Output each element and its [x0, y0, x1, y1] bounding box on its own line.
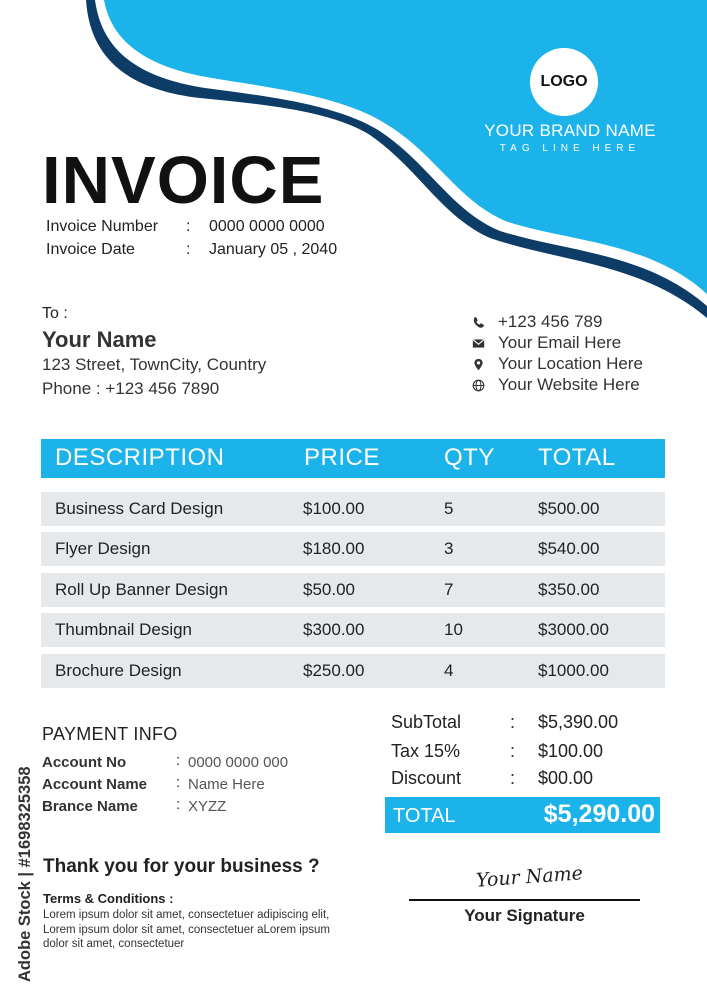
- row-price: $180.00: [303, 539, 365, 558]
- contact-location: [472, 354, 643, 374]
- row-description: Thumbnail Design: [55, 620, 193, 639]
- table-row: [41, 654, 665, 688]
- grand-total-value: $5,290.00: [543, 800, 655, 828]
- discount-label: Discount: [391, 768, 462, 788]
- contact-phone: [472, 312, 602, 332]
- invoice-title: INVOICE: [42, 143, 325, 218]
- row-description: Roll Up Banner Design: [55, 580, 228, 599]
- to-label: To :: [42, 305, 68, 322]
- client-phone: Phone : +123 456 7890: [42, 379, 220, 398]
- email-icon: [472, 337, 485, 350]
- contact-email-text: Your Email Here: [498, 333, 622, 352]
- client-address: 123 Street, TownCity, Country: [42, 355, 267, 374]
- logo-text: LOGO: [540, 73, 588, 90]
- invoice-number-value: 0000 0000 0000: [209, 218, 325, 235]
- contact-location-text: Your Location Here: [498, 354, 643, 373]
- signature-label: Your Signature: [464, 906, 585, 925]
- invoice-date-value: January 05 , 2040: [209, 241, 338, 258]
- signature-line: [409, 899, 640, 901]
- client-name: Your Name: [42, 327, 157, 352]
- brand-tagline: TAG LINE HERE: [499, 143, 641, 154]
- stock-id-text: Adobe Stock | #1698325358: [16, 766, 34, 982]
- row-total: $350.00: [538, 580, 600, 599]
- row-description: Flyer Design: [55, 539, 151, 558]
- discount-value: $00.00: [538, 768, 594, 788]
- row-qty: 3: [444, 539, 454, 558]
- row-price: $300.00: [303, 620, 365, 639]
- row-total: $500.00: [538, 499, 600, 518]
- grand-total-label: TOTAL: [393, 805, 456, 827]
- table-row: [41, 573, 665, 607]
- thank-you-message: Thank you for your business ?: [43, 856, 320, 877]
- terms-title: Terms & Conditions :: [43, 891, 174, 906]
- header-price: PRICE: [304, 444, 380, 471]
- invoice-date-label: Invoice Date: [46, 241, 135, 258]
- row-description: Brochure Design: [55, 661, 182, 680]
- row-total: $3000.00: [538, 620, 609, 639]
- account-no-value: 0000 0000 000: [188, 754, 289, 771]
- signature-script: Your Name: [475, 862, 584, 892]
- row-price: $250.00: [303, 661, 365, 680]
- contact-email: [472, 333, 621, 353]
- row-price: $100.00: [303, 499, 365, 518]
- row-total: $1000.00: [538, 661, 609, 680]
- invoice-number-colon: :: [186, 218, 191, 235]
- header-qty: QTY: [444, 444, 495, 471]
- terms-text: Lorem ipsum dolor sit amet, consectetuer adipiscing elit, Lorem ipsum dolor sit amet, consectetuer aLorem ipsum dolor sit amet, consectetuer: [43, 909, 330, 950]
- contact-website: [472, 375, 640, 395]
- account-no-colon: :: [176, 752, 181, 769]
- discount-colon: :: [510, 768, 516, 788]
- header-total: TOTAL: [538, 444, 616, 471]
- brand-name: YOUR BRAND NAME: [484, 121, 656, 140]
- branch-name-label: Brance Name: [42, 798, 138, 815]
- contact-phone-text: +123 456 789: [498, 312, 603, 331]
- table-row: [41, 532, 665, 566]
- row-qty: 7: [444, 580, 454, 599]
- tax-value: $100.00: [538, 741, 604, 761]
- row-total: $540.00: [538, 539, 600, 558]
- row-qty: 4: [444, 661, 454, 680]
- account-no-label: Account No: [42, 754, 127, 771]
- row-qty: 5: [444, 499, 454, 518]
- row-description: Business Card Design: [55, 499, 224, 518]
- location-icon: [472, 358, 485, 371]
- invoice-date-colon: :: [186, 241, 191, 258]
- tax-label: Tax 15%: [391, 741, 461, 761]
- branch-name-value: XYZZ: [188, 798, 227, 815]
- tax-colon: :: [510, 741, 516, 761]
- contact-website-text: Your Website Here: [498, 375, 640, 394]
- globe-icon: [472, 379, 485, 392]
- branch-name-colon: :: [176, 796, 181, 813]
- phone-icon: [472, 316, 485, 329]
- row-price: $50.00: [303, 580, 355, 599]
- grand-total-box: [385, 797, 660, 833]
- row-qty: 10: [444, 620, 463, 639]
- account-name-colon: :: [176, 774, 181, 791]
- account-name-value: Name Here: [188, 776, 265, 793]
- subtotal-value: $5,390.00: [538, 712, 619, 732]
- table-row: [41, 613, 665, 647]
- payment-info-title: PAYMENT INFO: [42, 724, 178, 744]
- subtotal-label: SubTotal: [391, 712, 462, 732]
- subtotal-colon: :: [510, 712, 516, 732]
- logo-circle: [530, 48, 598, 116]
- stock-id-watermark: [4, 760, 40, 985]
- table-header: [41, 439, 665, 478]
- table-row: [41, 492, 665, 526]
- invoice-number-label: Invoice Number: [46, 218, 159, 235]
- header-description: DESCRIPTION: [55, 444, 225, 471]
- account-name-label: Account Name: [42, 776, 148, 793]
